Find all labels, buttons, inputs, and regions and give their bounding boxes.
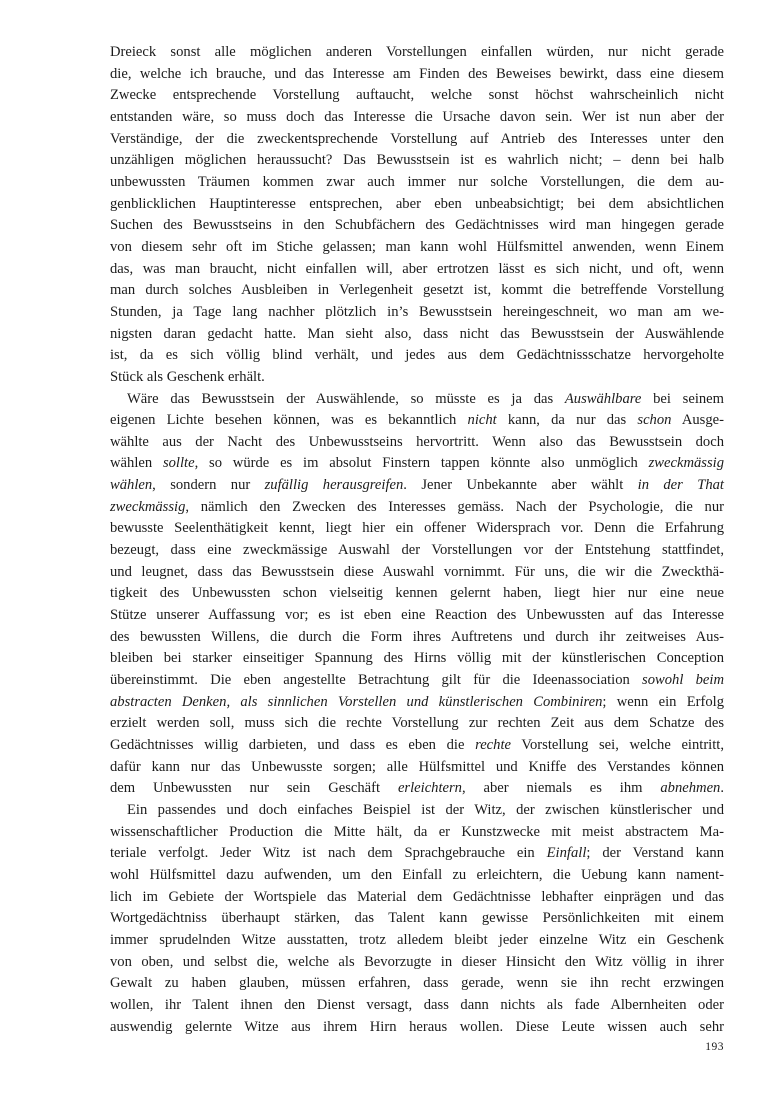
body-text: Stunden, ja Tage lang nachher plötzlich in’s Bewusstsein hereingeschneit, wo man am we- bbox=[110, 303, 724, 320]
body-text: . bbox=[720, 780, 724, 797]
emphasized-text: Auswählbare bbox=[564, 390, 642, 407]
body-text: dem Unbewussten nur sein Geschäft bbox=[110, 780, 398, 797]
body-text: des bewussten Willens, die durch die Form ihres Auftretens und durch ihr zeitweises Aus- bbox=[110, 628, 724, 645]
body-text: ; wenn ein Erfolg bbox=[602, 693, 724, 710]
text-line bbox=[110, 150, 724, 172]
body-text: kann, da nur das bbox=[496, 412, 638, 429]
text-line bbox=[110, 280, 724, 302]
text-line bbox=[110, 410, 724, 432]
text-line bbox=[110, 302, 724, 324]
text-line bbox=[110, 692, 724, 714]
body-text: nigsten daran gedacht hatte. Man sieht also, dass nicht das Bewusstsein der Auswählende bbox=[110, 325, 724, 342]
text-line bbox=[110, 194, 724, 216]
body-text: Ein passendes und doch einfaches Beispiel ist der Witz, der zwischen künstlerischer und bbox=[127, 801, 724, 818]
body-text: von diesem sehr oft im Stiche gelassen; man kann wohl Hülfsmittel anwenden, wenn Einem bbox=[110, 238, 724, 255]
body-text: Wäre das Bewusstsein der Auswählende, so müsste es ja das bbox=[127, 390, 565, 407]
text-line bbox=[110, 237, 724, 259]
body-text: bei seinem bbox=[641, 390, 725, 407]
text-line bbox=[110, 605, 724, 627]
text-line bbox=[110, 453, 724, 475]
paragraph bbox=[110, 800, 724, 1038]
body-text: wohl Hülfsmittel dazu aufwenden, um den Einfall zu erleichtern, die Uebung kann nament- bbox=[110, 866, 724, 883]
body-text: wissenschaftlicher Production die Mitte hält, da er Kunstzwecke mit meist abstractem Ma- bbox=[110, 823, 724, 840]
body-text: die, welche ich brauche, und das Interesse am Finden des Beweises bewirkt, dass eine diesem bbox=[110, 65, 724, 82]
emphasized-text: wählen bbox=[110, 477, 153, 494]
text-line bbox=[110, 952, 724, 974]
body-text: Stück als Geschenk erhält. bbox=[110, 368, 265, 385]
emphasized-text: zufällig herausgreifen bbox=[264, 477, 404, 494]
text-line bbox=[110, 930, 724, 952]
text-line bbox=[110, 107, 724, 129]
text-line bbox=[110, 670, 724, 692]
emphasized-text: sowohl beim bbox=[642, 672, 724, 689]
body-text: bleiben bei starker einseitiger Spannung des Hirns völlig mit der künstlerischen Conception bbox=[110, 650, 724, 667]
emphasized-text: zweckmässig bbox=[648, 455, 724, 472]
text-line bbox=[110, 995, 724, 1017]
body-text: unzähligen möglichen heraussucht? Das Bewusstsein ist es wahrlich nicht; – denn bei halb bbox=[110, 152, 724, 169]
paragraph bbox=[110, 389, 724, 800]
text-line bbox=[110, 908, 724, 930]
body-text: auswendig gelernte Witze aus ihrem Hirn heraus wollen. Diese Leute wissen auch sehr bbox=[110, 1018, 724, 1035]
body-text: eigenen Lichte besehen können, was es bekanntlich bbox=[110, 412, 468, 429]
text-line bbox=[110, 345, 724, 367]
text-line bbox=[110, 129, 724, 151]
body-text: Vorstellung sei, welche eintritt, bbox=[510, 737, 724, 753]
text-line bbox=[110, 215, 724, 237]
body-text: ist, da es sich völlig blind verhält, und jedes aus dem Gedächtnissschatze hervorgeholte bbox=[110, 347, 724, 364]
text-line bbox=[110, 518, 724, 540]
emphasized-text: in der That bbox=[637, 477, 724, 494]
body-text: bezeugt, dass eine zweckmässige Auswahl der Vorstellungen vor der Entstehung stattfindet, bbox=[110, 542, 724, 559]
text-line bbox=[110, 562, 724, 584]
body-text: . Jener Unbekannte aber wählt bbox=[403, 477, 638, 494]
page-number: 193 bbox=[705, 1041, 724, 1053]
text-line bbox=[110, 865, 724, 887]
body-text: , so würde es im absolut Finstern tappen könnte also unmöglich bbox=[194, 455, 649, 472]
text-line bbox=[110, 757, 724, 779]
body-text: das, was man braucht, nicht einfallen will, aber ertrotzen lässt es sich nicht, und oft, wenn bbox=[110, 260, 724, 277]
emphasized-text: rechte bbox=[475, 737, 511, 753]
body-text: wollen, ihr Talent ihnen den Dienst versagt, dass dann nichts als fade Albernheiten oder bbox=[110, 996, 724, 1013]
body-text: , aber niemals es ihm bbox=[461, 780, 661, 797]
paragraph bbox=[110, 42, 724, 389]
text-line bbox=[110, 778, 724, 800]
body-text: , nämlich den Zwecken des Interesses gemäss. Nach der Psychologie, die nur bbox=[185, 498, 724, 515]
text-line bbox=[110, 1017, 724, 1039]
body-text: Ausge- bbox=[671, 412, 724, 429]
body-text: Zwecke entsprechende Vorstellung auftaucht, welche sonst höchst wahrscheinlich nicht bbox=[110, 87, 724, 104]
body-text: Dreieck sonst alle möglichen anderen Vorstellungen einfallen würden, nur nicht gerade bbox=[110, 44, 724, 60]
text-line bbox=[110, 540, 724, 562]
body-text: , sondern nur bbox=[152, 477, 265, 494]
emphasized-text: nicht bbox=[467, 412, 497, 429]
emphasized-text: schon bbox=[637, 412, 672, 429]
text-line bbox=[110, 735, 724, 757]
body-text: tigkeit des Unbewussten schon vielseitig kennen gelernt haben, liegt hier nur eine neue bbox=[110, 585, 724, 602]
text-line bbox=[110, 42, 724, 64]
text-line bbox=[110, 822, 724, 844]
text-line bbox=[110, 973, 724, 995]
body-text: ; der Verstand kann bbox=[586, 845, 724, 862]
body-text: bewusste Seelenthätigkeit kennt, liegt hier ein offener Widersprach vor. Denn die Erfahrung bbox=[110, 520, 724, 537]
text-line bbox=[110, 367, 724, 389]
text-line bbox=[110, 64, 724, 86]
body-text: von oben, und selbst die, welche als Bevorzugte in dieser Hinsicht den Witz völlig in ihrer bbox=[110, 953, 724, 970]
body-text: wählen bbox=[110, 455, 163, 472]
text-line bbox=[110, 583, 724, 605]
emphasized-text: zweckmässig bbox=[110, 498, 186, 515]
text-line bbox=[110, 432, 724, 454]
text-line bbox=[110, 172, 724, 194]
text-line bbox=[110, 85, 724, 107]
text-line bbox=[110, 648, 724, 670]
text-line bbox=[110, 800, 724, 822]
body-text: teriale verfolgt. Jeder Witz ist nach dem Sprachgebrauche ein bbox=[110, 845, 547, 862]
text-line bbox=[110, 259, 724, 281]
body-text: Suchen des Bewusstseins in den Schubfächern des Gedächtnisses wird man hingegen gerade bbox=[110, 217, 724, 234]
text-line bbox=[110, 843, 724, 865]
body-text: erzielt werden soll, muss sich die rechte Vorstellung zur rechten Zeit aus dem Schatze des bbox=[110, 715, 724, 732]
body-text: übereinstimmt. Die eben angestellte Betrachtung gilt für die Ideenassociation bbox=[110, 672, 643, 689]
body-text: wählte aus der Nacht des Unbewusstseins hervortritt. Wenn also das Bewusstsein doch bbox=[110, 433, 724, 450]
emphasized-text: sollte bbox=[162, 455, 195, 472]
body-text: Verständige, der die zweckentsprechende Vorstellung auf Antrieb des Interesses unter den bbox=[110, 130, 724, 147]
body-text: Gedächtnisses willig darbieten, und dass es eben die bbox=[110, 737, 476, 753]
emphasized-text: abnehmen bbox=[660, 780, 721, 797]
body-text: Gewalt zu haben glauben, müssen erfahren, dass gerade, wenn sie ihn recht erzwingen bbox=[110, 975, 724, 992]
text-line bbox=[110, 475, 724, 497]
body-text: man durch solches Ausbleiben in Verlegenheit gesetzt ist, kommt die betreffende Vorstellung bbox=[110, 282, 724, 299]
body-text: immer sprudelnden Witze ausstatten, trotz alledem bleibt jeder einzelne Witz ein Geschenk bbox=[110, 931, 724, 948]
text-line bbox=[110, 497, 724, 519]
text-line bbox=[110, 713, 724, 735]
text-line bbox=[110, 324, 724, 346]
text-line bbox=[110, 389, 724, 411]
body-text: entstanden wäre, so muss doch das Interesse die Ursache davon sein. Wer ist nun aber der bbox=[110, 108, 724, 125]
text-block bbox=[110, 42, 724, 1038]
body-text: genblicklichen Hauptinteresse entsprechen, aber eben unbeabsichtigt; bei dem absichtlichen bbox=[110, 195, 724, 212]
body-text: unbewussten Träumen kommen zwar auch immer nur solche Vorstellungen, die dem au- bbox=[110, 173, 724, 190]
body-text: Stütze unserer Auffassung vor; es ist eben eine Reaction des Unbewussten auf das Interesse bbox=[110, 607, 724, 624]
body-text: Wortgedächtniss überhaupt stärken, das Talent kann gewisse Persönlichkeiten mit einem bbox=[110, 910, 724, 927]
text-line bbox=[110, 627, 724, 649]
emphasized-text: Einfall bbox=[546, 845, 587, 862]
body-text: lich im Gebiete der Wortspiele das Material dem Gedächtnisse lebhafter einprägen und das bbox=[110, 888, 724, 905]
emphasized-text: erleichtern bbox=[397, 780, 462, 797]
text-line bbox=[110, 887, 724, 909]
emphasized-text: abstracten Denken, als sinnlichen Vorstellen und künstlerischen Combiniren bbox=[110, 693, 603, 710]
body-text: und leugnet, dass das Bewusstsein diese Auswahl vornimmt. Für uns, die wir die Zweckthä- bbox=[110, 563, 724, 580]
body-text: dafür kann nur das Unbewusste sorgen; alle Hülfsmittel und Kniffe des Verstandes können bbox=[110, 758, 724, 775]
